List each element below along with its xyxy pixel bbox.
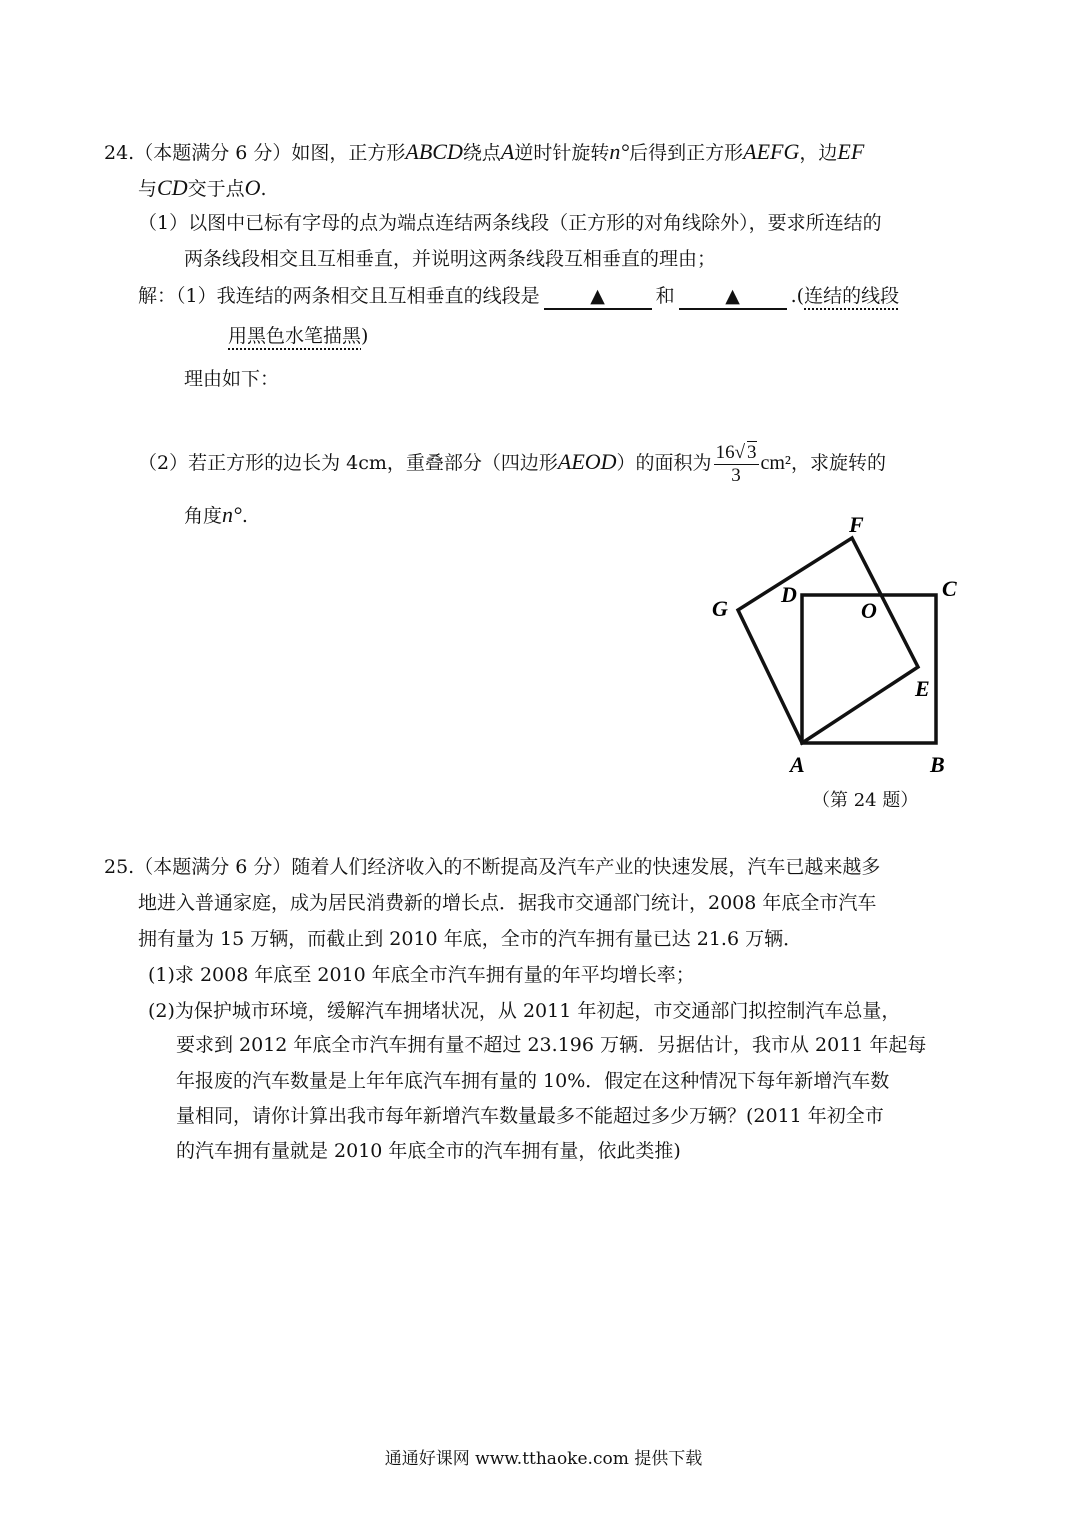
answer-blank-1[interactable]: ▲: [544, 284, 652, 310]
label-o: O: [861, 598, 877, 623]
footer: 通通好课网 www.tthaoke.com 提供下载: [384, 1449, 703, 1469]
q24-answer-line2: 用黑色水笔描黑): [228, 325, 369, 347]
label-f: F: [849, 512, 864, 537]
q24-part2-line2: 角度n°.: [184, 502, 248, 527]
area-fraction: $\frac{16√ 3}{3}$: [715, 441, 757, 486]
q24-part2-line1: （2）若正方形的边长为 4cm，重叠部分（四边形AEOD）的面积为 $\frac{16√ 3}{3}$ cm²，求旋转的: [138, 441, 886, 486]
label-e: E: [915, 676, 930, 701]
q25-part2-line2: 要求到 2012 年底全市汽车拥有量不超过 23.196 万辆．另据估计，我市从 2011 年起每: [176, 1034, 927, 1056]
label-b: B: [930, 752, 945, 777]
square-aefg: AEFG: [743, 139, 800, 164]
q25-line3: 拥有量为 15 万辆，而截止到 2010 年底，全市的汽车拥有量已达 21.6 万辆．: [138, 928, 803, 950]
q24-part1-line1: （1）以图中已标有字母的点为端点连结两条线段（正方形的对角线除外），要求所连结的: [138, 212, 882, 234]
q24-number: 24.: [104, 142, 135, 164]
q25-line1: 25.（本题满分 6 分）随着人们经济收入的不断提高及汽车产业的快速发展，汽车已越来越多: [104, 856, 881, 878]
answer-blank-2[interactable]: ▲: [679, 284, 787, 310]
figure-caption: （第 24 题）: [812, 790, 919, 811]
label-c: C: [942, 576, 957, 601]
label-a: A: [790, 752, 805, 777]
square-aefg-shape: [738, 538, 918, 743]
label-d: D: [781, 582, 797, 607]
q24-part1-line2: 两条线段相交且互相垂直，并说明这两条线段互相垂直的理由；: [184, 248, 717, 270]
square-abcd: ABCD: [405, 139, 463, 164]
geometry-figure: [690, 510, 980, 785]
q25-part1: (1)求 2008 年底至 2010 年底全市汽车拥有量的年平均增长率；: [148, 964, 695, 986]
q24-reason: 理由如下：: [184, 368, 280, 390]
q24-answer-line: 解：（1）我连结的两条相交且互相垂直的线段是 ▲ 和 ▲ .(连结的线段: [138, 281, 899, 311]
q24-score: （本题满分 6 分）: [134, 142, 292, 164]
q24-line1: 24.（本题满分 6 分）如图，正方形ABCD绕点A逆时针旋转n°后得到正方形AEFG，边EF: [104, 139, 865, 164]
q24-line2: 与CD交于点O.: [138, 175, 267, 200]
q25-part2-line5: 的汽车拥有量就是 2010 年底全市的汽车拥有量，依此类推): [176, 1140, 681, 1162]
q25-line2: 地进入普通家庭，成为居民消费新的增长点．据我市交通部门统计，2008 年底全市汽车: [138, 892, 877, 914]
q25-part2-line1: (2)为保护城市环境，缓解汽车拥堵状况，从 2011 年初起，市交通部门拟控制汽车总量，: [148, 1000, 901, 1022]
q25-part2-line3: 年报废的汽车数量是上年年底汽车拥有量的 10%．假定在这种情况下每年新增汽车数: [176, 1070, 890, 1092]
label-g: G: [712, 596, 728, 621]
q25-part2-line4: 量相同，请你计算出我市每年新增汽车数量最多不能超过多少万辆？(2011 年初全市: [176, 1105, 884, 1127]
